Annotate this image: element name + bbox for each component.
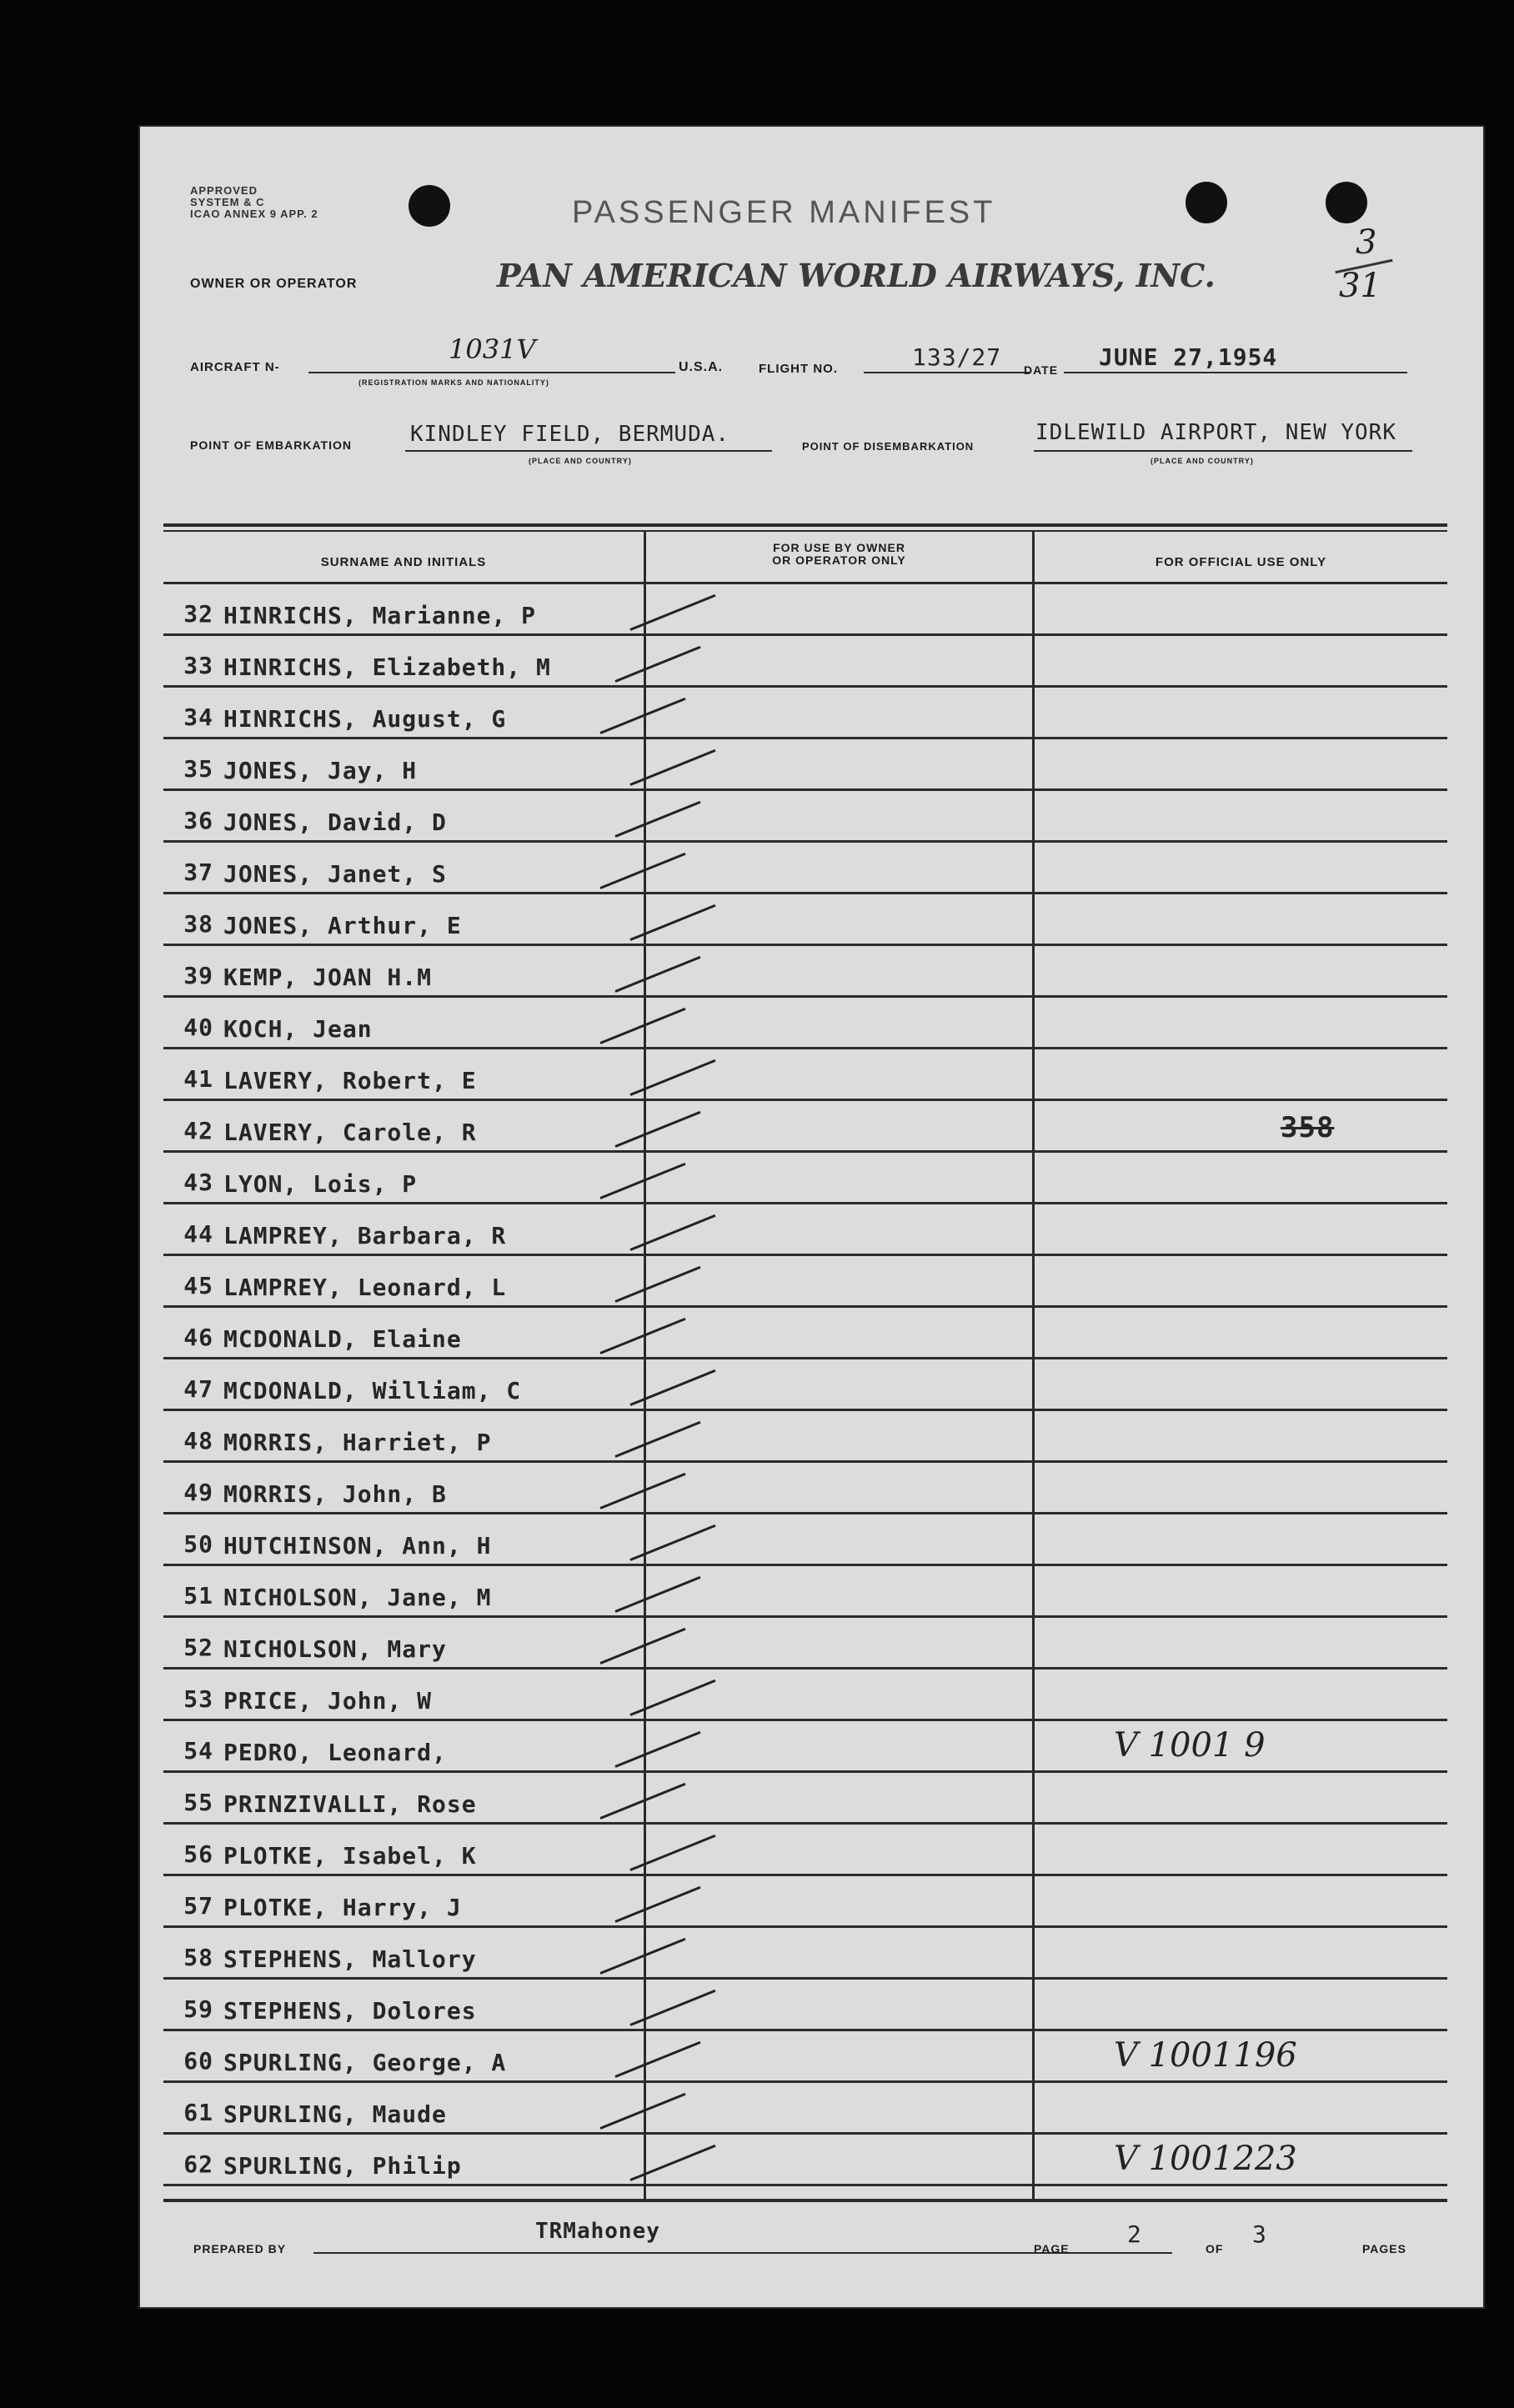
- disembark-label: POINT OF DISEMBARKATION: [802, 440, 975, 453]
- aircraft-line: [308, 372, 675, 373]
- page-label: PAGE: [1034, 2242, 1070, 2255]
- punch-hole-far-right: [1326, 182, 1367, 223]
- check-mark-icon: [599, 1163, 685, 1199]
- table-row: [163, 843, 1447, 894]
- passenger-name: LAMPREY, Barbara, R: [223, 1222, 507, 1249]
- check-mark-icon: [599, 1318, 685, 1354]
- check-mark-icon: [614, 801, 700, 838]
- col-header-owner: FOR USE BY OWNER OR OPERATOR ONLY: [772, 541, 906, 567]
- row-number: 45: [183, 1272, 213, 1299]
- row-number: 37: [183, 859, 213, 886]
- aircraft-label: AIRCRAFT N-: [190, 360, 280, 374]
- passenger-name: LAVERY, Carole, R: [223, 1119, 477, 1146]
- approval-note: APPROVED SYSTEM & C ICAO ANNEX 9 APP. 2: [190, 184, 318, 220]
- check-mark-icon: [599, 1473, 685, 1509]
- table-row: [163, 1928, 1447, 1980]
- date-value: JUNE 27,1954: [1099, 343, 1278, 371]
- sheet-fraction-bottom: 31: [1339, 267, 1381, 305]
- official-annotation: 358: [1281, 1111, 1335, 1144]
- passenger-name: STEPHENS, Mallory: [223, 1945, 477, 1973]
- row-number: 54: [183, 1737, 213, 1765]
- check-mark-icon: [599, 853, 685, 889]
- table-row: [163, 1256, 1447, 1308]
- check-mark-icon: [629, 1369, 715, 1406]
- passenger-name: SPURLING, George, A: [223, 2049, 507, 2076]
- table-row: [163, 1411, 1447, 1463]
- check-mark-icon: [629, 1524, 715, 1561]
- embark-line: [405, 450, 772, 452]
- date-line: [1064, 372, 1407, 373]
- passenger-name: KEMP, JOAN H.M: [223, 964, 433, 991]
- passenger-name: KOCH, Jean: [223, 1015, 373, 1043]
- passenger-name: PRINZIVALLI, Rose: [223, 1790, 477, 1818]
- row-number: 40: [183, 1014, 213, 1041]
- check-mark-icon: [614, 1111, 700, 1148]
- row-number: 59: [183, 1995, 213, 2023]
- passenger-name: PRICE, John, W: [223, 1687, 433, 1715]
- col-header-surname: SURNAME AND INITIALS: [320, 555, 487, 569]
- passenger-name: PLOTKE, Harry, J: [223, 1894, 462, 1921]
- table-row: [163, 1670, 1447, 1721]
- table-row: [163, 791, 1447, 843]
- check-mark-icon: [629, 2145, 715, 2181]
- table-row: [163, 1566, 1447, 1618]
- table-row: [163, 688, 1447, 739]
- row-number: 42: [183, 1117, 213, 1144]
- owner-value: PAN AMERICAN WORLD AIRWAYS, INC.: [497, 257, 1216, 294]
- registration-caption: (REGISTRATION MARKS AND NATIONALITY): [358, 378, 549, 387]
- check-mark-icon: [629, 1835, 715, 1871]
- row-number: 34: [183, 703, 213, 731]
- table-row: [163, 2031, 1447, 2083]
- passenger-name: JONES, David, D: [223, 809, 447, 836]
- flight-line: [864, 372, 1030, 373]
- date-label: DATE: [1024, 363, 1059, 377]
- sheet-fraction-top: 3: [1356, 223, 1377, 262]
- col-header-official: FOR OFFICIAL USE ONLY: [1155, 555, 1327, 569]
- row-number: 38: [183, 910, 213, 938]
- row-number: 62: [183, 2150, 213, 2178]
- page-value: 2: [1127, 2220, 1142, 2248]
- check-mark-icon: [629, 1214, 715, 1251]
- row-number: 46: [183, 1324, 213, 1351]
- row-number: 58: [183, 1944, 213, 1971]
- row-number: 39: [183, 962, 213, 989]
- row-number: 52: [183, 1634, 213, 1661]
- flight-value: 133/27: [912, 343, 1002, 371]
- table-row: [163, 2135, 1447, 2186]
- row-number: 48: [183, 1427, 213, 1454]
- passenger-name: MORRIS, John, B: [223, 1480, 447, 1508]
- table-top-rule: [163, 523, 1447, 527]
- table-row: [163, 1514, 1447, 1566]
- check-mark-icon: [599, 698, 685, 734]
- passenger-name: MCDONALD, Elaine: [223, 1325, 462, 1353]
- passenger-name: NICHOLSON, Jane, M: [223, 1584, 492, 1611]
- table-row: [163, 1308, 1447, 1359]
- passenger-name: HINRICHS, Marianne, P: [223, 602, 537, 629]
- row-number: 43: [183, 1169, 213, 1196]
- row-number: 53: [183, 1685, 213, 1713]
- check-mark-icon: [614, 2041, 700, 2078]
- punch-hole-left: [409, 185, 450, 227]
- passenger-name: SPURLING, Philip: [223, 2152, 462, 2180]
- table-row: [163, 2083, 1447, 2135]
- prepared-label: PREPARED BY: [193, 2242, 287, 2255]
- row-number: 57: [183, 1892, 213, 1920]
- official-annotation: V 1001223: [1114, 2140, 1297, 2178]
- check-mark-icon: [614, 1886, 700, 1923]
- row-number: 36: [183, 807, 213, 834]
- check-mark-icon: [599, 2093, 685, 2130]
- row-number: 60: [183, 2047, 213, 2075]
- table-row: [163, 1359, 1447, 1411]
- form-title: PASSENGER MANIFEST: [572, 195, 996, 230]
- table-row: [163, 946, 1447, 998]
- passenger-name: NICHOLSON, Mary: [223, 1635, 447, 1663]
- aircraft-value: 1031V: [449, 333, 536, 365]
- row-number: 56: [183, 1840, 213, 1868]
- table-row: [163, 1825, 1447, 1876]
- passenger-name: JONES, Jay, H: [223, 757, 418, 784]
- flight-label: FLIGHT NO.: [759, 362, 838, 376]
- table-row: [163, 584, 1447, 636]
- check-mark-icon: [599, 1783, 685, 1820]
- disembark-place-caption: (PLACE AND COUNTRY): [1151, 457, 1254, 465]
- check-mark-icon: [629, 1680, 715, 1716]
- check-mark-icon: [629, 1059, 715, 1096]
- row-number: 55: [183, 1789, 213, 1816]
- of-value: 3: [1252, 2220, 1267, 2248]
- pages-label: PAGES: [1362, 2242, 1406, 2255]
- table-row: [163, 1876, 1447, 1928]
- manifest-sheet: [138, 125, 1485, 2309]
- official-annotation: V 1001 9: [1114, 1726, 1266, 1765]
- table-row: [163, 1463, 1447, 1514]
- table-row: [163, 1980, 1447, 2031]
- passenger-name: PEDRO, Leonard,: [223, 1739, 447, 1766]
- table-top-rule-2: [163, 530, 1447, 532]
- check-mark-icon: [629, 749, 715, 786]
- table-row: [163, 1721, 1447, 1773]
- check-mark-icon: [599, 1938, 685, 1975]
- check-mark-icon: [614, 1731, 700, 1768]
- passenger-name: LAMPREY, Leonard, L: [223, 1274, 507, 1301]
- check-mark-icon: [614, 1266, 700, 1303]
- passenger-name: MORRIS, Harriet, P: [223, 1429, 492, 1456]
- table-bottom-rule: [163, 2199, 1447, 2202]
- passenger-name: HINRICHS, August, G: [223, 705, 507, 733]
- passenger-name: HINRICHS, Elizabeth, M: [223, 653, 551, 681]
- row-number: 51: [183, 1582, 213, 1610]
- table-row: [163, 894, 1447, 946]
- check-mark-icon: [614, 646, 700, 683]
- passenger-name: SPURLING, Maude: [223, 2100, 447, 2128]
- table-row: [163, 1049, 1447, 1101]
- row-number: 47: [183, 1375, 213, 1403]
- embark-label: POINT OF EMBARKATION: [190, 438, 352, 452]
- check-mark-icon: [629, 904, 715, 941]
- row-number: 41: [183, 1065, 213, 1093]
- embark-place-caption: (PLACE AND COUNTRY): [529, 457, 632, 465]
- passenger-name: LYON, Lois, P: [223, 1170, 418, 1198]
- passenger-name: LAVERY, Robert, E: [223, 1067, 477, 1094]
- check-mark-icon: [629, 1990, 715, 2026]
- check-mark-icon: [614, 956, 700, 993]
- row-number: 35: [183, 755, 213, 783]
- punch-hole-right: [1186, 182, 1227, 223]
- check-mark-icon: [599, 1628, 685, 1665]
- official-annotation: V 1001196: [1114, 2036, 1297, 2075]
- row-number: 32: [183, 600, 213, 628]
- passenger-name: MCDONALD, William, C: [223, 1377, 522, 1404]
- table-row: [163, 1101, 1447, 1153]
- table-row: [163, 739, 1447, 791]
- row-number: 61: [183, 2099, 213, 2126]
- table-row: [163, 998, 1447, 1049]
- embark-value: KINDLEY FIELD, BERMUDA.: [410, 422, 730, 447]
- row-number: 44: [183, 1220, 213, 1248]
- passenger-name: JONES, Arthur, E: [223, 912, 462, 939]
- check-mark-icon: [629, 594, 715, 631]
- table-row: [163, 1773, 1447, 1825]
- table-row: [163, 1204, 1447, 1256]
- row-rule: [163, 2184, 1447, 2186]
- of-label: OF: [1206, 2242, 1224, 2255]
- check-mark-icon: [614, 1421, 700, 1458]
- table-row: [163, 1618, 1447, 1670]
- row-number: 33: [183, 652, 213, 679]
- check-mark-icon: [614, 1576, 700, 1613]
- passenger-name: STEPHENS, Dolores: [223, 1997, 477, 2025]
- passenger-name: PLOTKE, Isabel, K: [223, 1842, 477, 1870]
- prepared-value: TRMahoney: [535, 2219, 660, 2244]
- owner-label: OWNER OR OPERATOR: [190, 277, 358, 291]
- usa-label: U.S.A.: [679, 360, 724, 374]
- table-row: [163, 1153, 1447, 1204]
- table-row: [163, 636, 1447, 688]
- passenger-name: HUTCHINSON, Ann, H: [223, 1532, 492, 1559]
- disembark-line: [1034, 450, 1412, 452]
- passenger-name: JONES, Janet, S: [223, 860, 447, 888]
- row-number: 50: [183, 1530, 213, 1558]
- check-mark-icon: [599, 1008, 685, 1044]
- disembark-value: IDLEWILD AIRPORT, NEW YORK: [1035, 420, 1396, 445]
- row-number: 49: [183, 1479, 213, 1506]
